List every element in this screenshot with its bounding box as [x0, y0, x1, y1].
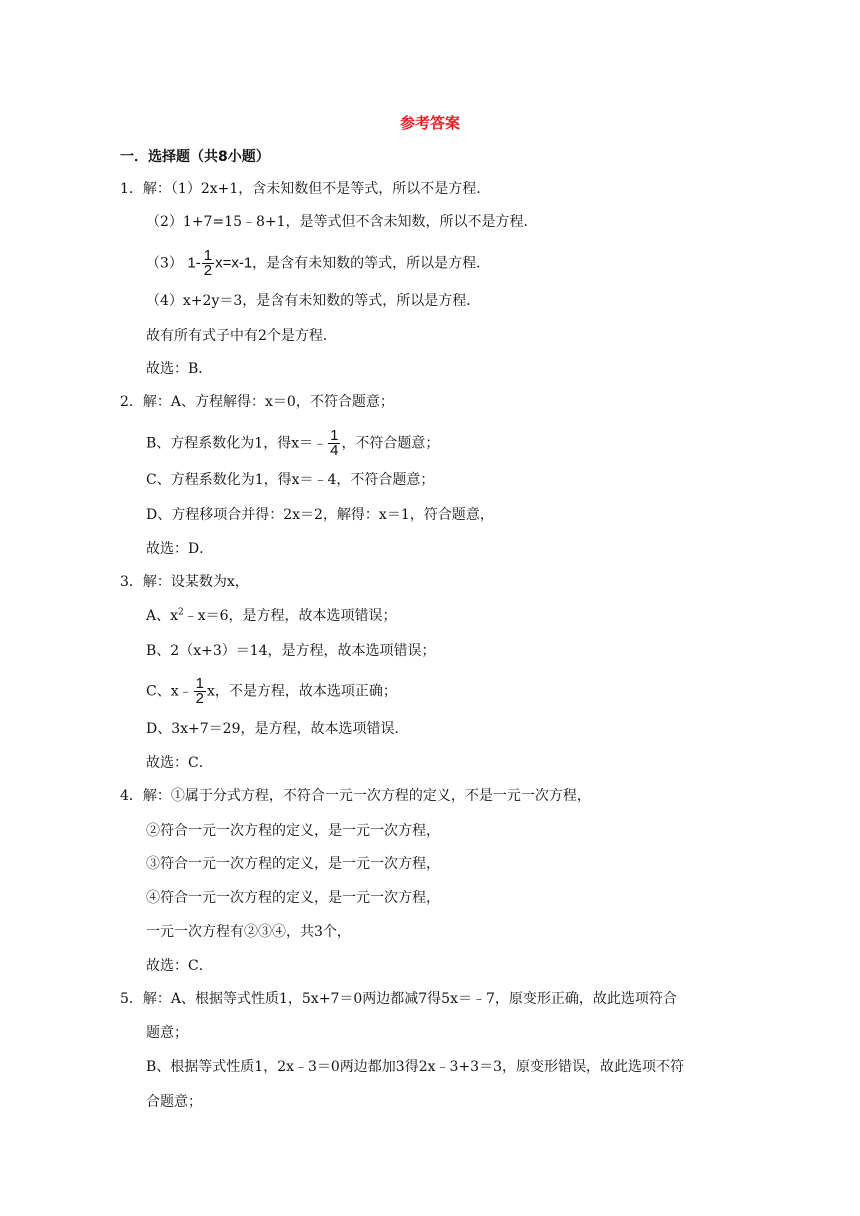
answer-1-line-2: （2）1+7=15﹣8+1，是等式但不含未知数，所以不是方程． [146, 214, 538, 230]
math-expr-right: x=x-1 [215, 254, 253, 272]
answer-3-line-2-suffix: ﹣x＝6，是方程，故本选项错误； [183, 608, 397, 624]
answer-1-line-1: 1．解：（1）2x+1，含未知数但不是等式，所以不是方程． [120, 181, 491, 197]
answer-3-line-5: D、3x+7＝29，是方程，故本选项错误． [146, 721, 409, 737]
superscript: 2 [178, 607, 184, 618]
fraction-denominator: 2 [195, 690, 204, 707]
answer-1-line-3-suffix: ，是含有未知数的等式，所以是方程． [252, 255, 491, 272]
answer-1-line-5: 故有所有式子中有2个是方程． [146, 328, 337, 344]
answer-3-line-6: 故选：C． [146, 755, 213, 771]
section-heading: 一．选择题（共8小题） [120, 149, 270, 165]
answer-1-line-6: 故选：B． [146, 361, 213, 377]
fraction-denominator: 2 [203, 262, 213, 279]
page-title: 参考答案 [399, 114, 460, 132]
answer-5-line-2: 题意； [146, 1025, 188, 1041]
answer-3-line-1: 3．解：设某数为x， [120, 574, 249, 590]
fraction-numerator: 1 [203, 247, 213, 264]
answer-3-line-4-suffix: x，不是方程，故本选项正确； [206, 683, 397, 700]
answer-4-line-5: 一元一次方程有②③④，共3个， [146, 924, 351, 940]
answer-5-line-1: 5．解：A、根据等式性质1，5x+7＝0两边都减7得5x＝﹣7，原变形正确，故此选项符合 [120, 991, 677, 1007]
fraction-denominator: 4 [330, 442, 339, 459]
answer-3-line-2-prefix: A、x [146, 608, 179, 624]
answer-1-line-4: （4）x+2y＝3，是含有未知数的等式，所以是方程． [146, 293, 481, 309]
answer-2-line-1: 2．解：A、方程解得：x＝0，不符合题意； [120, 394, 394, 410]
answer-2-line-4: D、方程移项合并得：2x＝2，解得：x＝1，符合题意， [146, 507, 494, 523]
answer-2-line-2 [146, 427, 440, 459]
fraction-numerator: 1 [330, 427, 339, 444]
fraction-one-quarter [328, 429, 340, 458]
answer-5-line-4: 合题意； [146, 1094, 202, 1110]
answer-4-line-1: 4．解：①属于分式方程，不符合一元一次方程的定义，不是一元一次方程， [120, 788, 591, 804]
answer-1-line-3-prefix: （3） [146, 255, 183, 272]
answer-2-line-3: C、方程系数化为1，得x＝﹣4，不符合题意； [146, 472, 435, 488]
answer-2-line-5: 故选：D． [146, 541, 214, 557]
answer-2-line-2-suffix: ，不符合题意； [341, 435, 440, 452]
answer-4-line-2: ②符合一元一次方程的定义，是一元一次方程， [146, 823, 440, 839]
answer-4-line-6: 故选：C． [146, 958, 213, 974]
fraction-one-half [194, 677, 206, 706]
answer-3-line-4-prefix: C、x﹣ [146, 683, 193, 700]
answer-4-line-3: ③符合一元一次方程的定义，是一元一次方程， [146, 856, 440, 872]
fraction-one-half [202, 249, 214, 278]
answer-5-line-3: B、根据等式性质1，2x﹣3＝0两边都加3得2x﹣3+3＝3，原变形错误，故此选项不符 [146, 1059, 684, 1075]
fraction-numerator: 1 [195, 675, 204, 692]
math-expr-left: 1- [187, 254, 201, 272]
answer-4-line-4: ④符合一元一次方程的定义，是一元一次方程， [146, 890, 440, 906]
answer-3-line-2 [146, 605, 397, 627]
answer-1-line-3 [146, 247, 491, 279]
answer-3-line-4 [146, 675, 397, 707]
answer-3-line-3: B、2（x+3）＝14，是方程，故本选项错误； [146, 643, 436, 659]
answer-2-line-2-prefix: B、方程系数化为1，得x＝﹣ [146, 435, 328, 452]
